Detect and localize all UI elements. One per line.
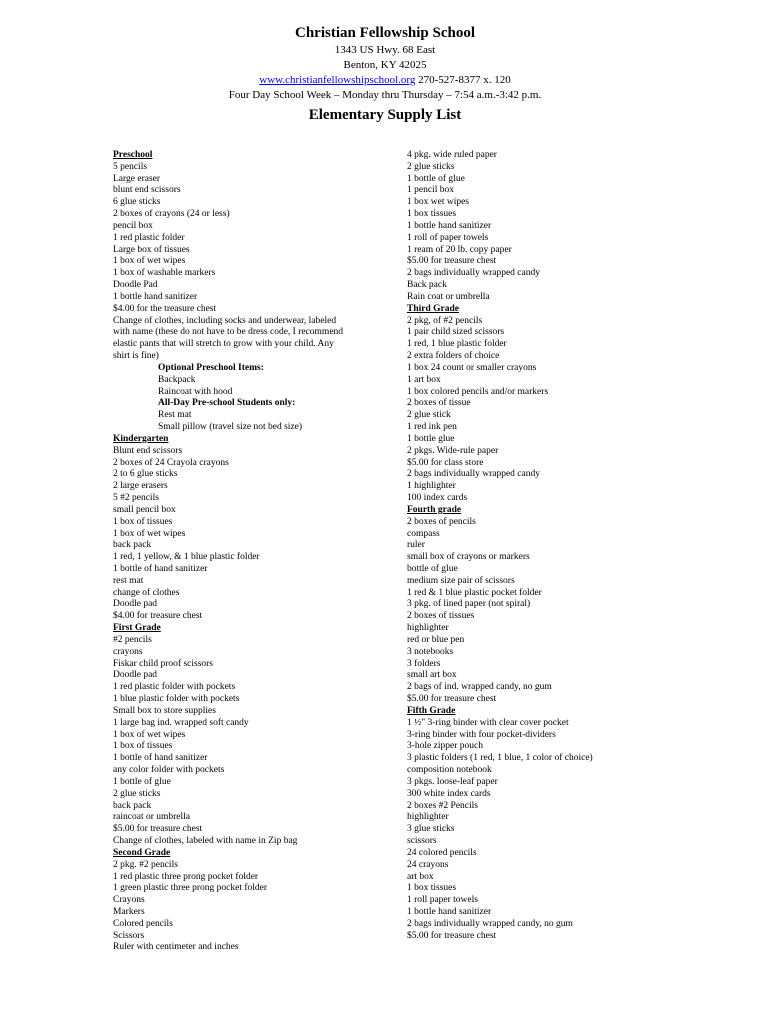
supply-item: Crayons (113, 895, 145, 906)
supply-item: 2 boxes of pencils (407, 516, 476, 527)
supply-item: ruler (407, 540, 425, 551)
supply-item: $4.00 for treasure chest (113, 611, 203, 622)
grade-heading: Second Grade (113, 847, 171, 858)
supply-item: 3 glue sticks (407, 824, 455, 835)
supply-item: 2 glue stick (407, 410, 451, 421)
phone-number: 270-527-8377 x. 120 (418, 74, 511, 86)
supply-item: Large eraser (113, 173, 161, 184)
supply-item: back pack (113, 540, 152, 551)
supply-item: 1 green plastic three prong pocket folder (113, 883, 268, 894)
supply-item: 4 pkg. wide ruled paper (407, 150, 497, 160)
supply-item: 1 bottle of hand sanitizer (113, 753, 208, 764)
supply-item: $5.00 for treasure chest (407, 694, 497, 705)
supply-item: rest mat (113, 575, 144, 586)
supply-item: 3 pkg. of lined paper (not spiral) (407, 599, 531, 610)
supply-item: Ruler with centimeter and inches (113, 942, 239, 953)
supply-item: 3-ring binder with four pocket-dividers (407, 729, 556, 740)
supply-item: $5.00 for treasure chest (407, 256, 497, 267)
supply-item: any color folder with pockets (113, 765, 225, 776)
supply-item: 1 bottle hand sanitizer (407, 220, 492, 231)
supply-item: 1 red plastic three prong pocket folder (113, 871, 259, 882)
supply-item: Blunt end scissors (113, 445, 183, 456)
supply-item: 1 box 24 count or smaller crayons (407, 362, 537, 373)
supply-item: 1 red & 1 blue plastic pocket folder (407, 587, 542, 598)
letterhead (0, 24, 770, 124)
supply-item: 5 pencils (113, 161, 148, 172)
supply-item: 1 box tissues (407, 209, 457, 220)
supply-item: pencil box (113, 220, 153, 231)
supply-item: 1 box of wet wipes (113, 256, 186, 267)
supply-item: 1 bottle hand sanitizer (113, 291, 198, 302)
supply-item: 1 box of tissues (113, 516, 173, 527)
supply-item: 2 boxes of 24 Crayola crayons (113, 457, 229, 468)
optional-item: Backpack (158, 374, 196, 385)
optional-item: Small pillow (travel size not bed size) (158, 422, 303, 433)
grade-heading: First Grade (113, 623, 161, 634)
supply-item: 2 boxes #2 Pencils (407, 800, 478, 811)
supply-item: Back pack (407, 280, 447, 291)
supply-item: 2 boxes of tissue (407, 398, 471, 409)
supply-item: 1 box wet wipes (407, 197, 470, 208)
left-column (113, 150, 368, 954)
supply-note-line: with name (these do not have to be dress code, I recommend (113, 327, 344, 338)
supply-item: small art box (407, 670, 457, 681)
supply-note-line: elastic pants that will stretch to grow with your child. Any (113, 339, 334, 350)
supply-item: $5.00 for treasure chest (407, 930, 497, 941)
list-title: Elementary Supply List (308, 107, 462, 123)
supply-item: 2 bags of ind. wrapped candy, no gum (407, 682, 552, 693)
supply-item: Scissors (113, 930, 145, 941)
supply-item: 3 plastic folders (1 red, 1 blue, 1 color of choice) (407, 753, 593, 764)
supply-item: Fiskar child proof scissors (113, 658, 214, 669)
supply-item: 1 large bag ind. wrapped soft candy (113, 717, 249, 728)
optional-item: Rest mat (158, 410, 192, 421)
schedule-line: Four Day School Week – Monday thru Thursday – 7:54 a.m.-3:42 p.m. (228, 89, 542, 101)
supply-item: 1 ream of 20 lb. copy paper (407, 244, 512, 255)
optional-subheading: Optional Preschool Items: (158, 362, 264, 373)
supply-item: 1 art box (407, 374, 441, 385)
supply-item: small pencil box (113, 504, 176, 515)
supply-item: 1 box colored pencils and/or markers (407, 386, 549, 397)
supply-item: 1 box of wet wipes (113, 729, 186, 740)
supply-item: 1 box of tissues (113, 741, 173, 752)
supply-item: 3-hole zipper pouch (407, 741, 483, 752)
address-line: 1343 US Hwy. 68 East (334, 44, 436, 56)
supply-item: Large box of tissues (113, 244, 190, 255)
supply-item: highlighter (407, 623, 449, 634)
optional-item: Raincoat with hood (158, 386, 233, 397)
supply-item: 5 #2 pencils (113, 493, 159, 504)
supply-item: $5.00 for treasure chest (113, 824, 203, 835)
supply-item: 2 pkgs. Wide-rule paper (407, 445, 499, 456)
supply-item: small box of crayons or markers (407, 552, 530, 563)
supply-note-line: shirt is fine) (113, 351, 159, 362)
supply-item: art box (407, 871, 434, 882)
supply-item: 2 to 6 glue sticks (113, 469, 178, 480)
supply-item: 2 bags individually wrapped candy, no gum (407, 918, 573, 929)
supply-item: 24 crayons (407, 859, 449, 870)
supply-item: compass (407, 528, 440, 539)
grade-heading: Third Grade (407, 303, 459, 314)
grade-heading: Preschool (113, 150, 153, 160)
supply-item: 1 roll paper towels (407, 895, 478, 906)
supply-item: crayons (113, 646, 143, 657)
supply-item: 1 box tissues (407, 883, 457, 894)
supply-item: 1 red, 1 blue plastic folder (407, 339, 507, 350)
supply-item: 3 folders (407, 658, 441, 669)
right-column (407, 150, 652, 942)
supply-item: 1 highlighter (407, 481, 456, 492)
supply-item: 1 blue plastic folder with pockets (113, 694, 240, 705)
supply-item: Small box to store supplies (113, 705, 216, 716)
supply-item: highlighter (407, 812, 449, 823)
supply-item: 2 bags individually wrapped candy (407, 469, 540, 480)
supply-item: change of clothes (113, 587, 180, 598)
grade-heading: Kindergarten (113, 433, 169, 444)
supply-item: 3 pkgs. loose-leaf paper (407, 776, 498, 787)
supply-item: 6 glue sticks (113, 197, 161, 208)
supply-item: medium size pair of scissors (407, 575, 515, 586)
supply-item: 1 roll of paper towels (407, 232, 489, 243)
supply-item: Doodle pad (113, 599, 158, 610)
supply-item: Markers (113, 907, 145, 917)
supply-item: 2 large erasers (113, 481, 168, 492)
supply-item: 2 boxes of crayons (24 or less) (113, 209, 230, 220)
supply-item: 2 extra folders of choice (407, 351, 500, 362)
supply-item: red or blue pen (407, 634, 465, 645)
supply-item: $4.00 for the treasure chest (113, 303, 217, 314)
supply-item: 1 bottle of hand sanitizer (113, 563, 208, 574)
city-line: Benton, KY 42025 (343, 59, 427, 71)
supply-item: 1 box of washable markers (113, 268, 216, 279)
supply-note-line: Change of clothes, including socks and underwear, labeled (113, 315, 337, 326)
website-link[interactable]: www.christianfellowshipschool.org (259, 74, 416, 86)
school-name: Christian Fellowship School (294, 25, 476, 41)
supply-item: 2 glue sticks (113, 788, 161, 799)
supply-item: 1 red ink pen (407, 422, 457, 433)
supply-item: Doodle pad (113, 670, 158, 681)
supply-item: 1 red, 1 yellow, & 1 blue plastic folder (113, 552, 260, 563)
supply-item: 1 red plastic folder (113, 232, 185, 243)
supply-item: 1 bottle of glue (113, 776, 171, 787)
supply-item: 1 red plastic folder with pockets (113, 682, 236, 693)
supply-item: 1 ½" 3-ring binder with clear cover pocket (407, 717, 569, 728)
supply-item: Doodle Pad (113, 280, 158, 291)
supply-item: 3 notebooks (407, 646, 454, 657)
supply-item: 1 box of wet wipes (113, 528, 186, 539)
supply-item: 300 white index cards (407, 788, 491, 799)
supply-item: 2 pkg, of #2 pencils (407, 315, 483, 326)
supply-item: 1 pair child sized scissors (407, 327, 505, 338)
optional-subheading: All-Day Pre-school Students only: (158, 398, 296, 409)
supply-item: bottle of glue (407, 563, 458, 574)
supply-item: 2 boxes of tissues (407, 611, 475, 622)
supply-item: composition notebook (407, 765, 492, 776)
supply-item: 24 colored pencils (407, 847, 477, 858)
supply-item: 2 pkg. #2 pencils (113, 859, 178, 870)
supply-item: 1 pencil box (407, 185, 454, 196)
grade-heading: Fifth Grade (407, 705, 456, 716)
supply-item: raincoat or umbrella (113, 812, 191, 823)
supply-item: 1 bottle glue (407, 433, 455, 444)
grade-heading: Fourth grade (407, 504, 462, 515)
supply-item: 2 bags individually wrapped candy (407, 268, 540, 279)
supply-item: $5.00 for class store (407, 457, 484, 468)
supply-item: back pack (113, 800, 152, 811)
supply-item: #2 pencils (113, 634, 152, 645)
supply-item: Colored pencils (113, 918, 173, 929)
supply-item: 100 index cards (407, 493, 468, 504)
contact-line (0, 73, 770, 88)
supply-item: 1 bottle of glue (407, 173, 465, 184)
supply-item: blunt end scissors (113, 185, 181, 196)
supply-item: 2 glue sticks (407, 161, 455, 172)
supply-item: Change of clothes, labeled with name in Zip bag (113, 836, 298, 847)
supply-item: Rain coat or umbrella (407, 291, 490, 302)
supply-item: 1 bottle hand sanitizer (407, 907, 492, 917)
supply-item: scissors (407, 836, 437, 847)
